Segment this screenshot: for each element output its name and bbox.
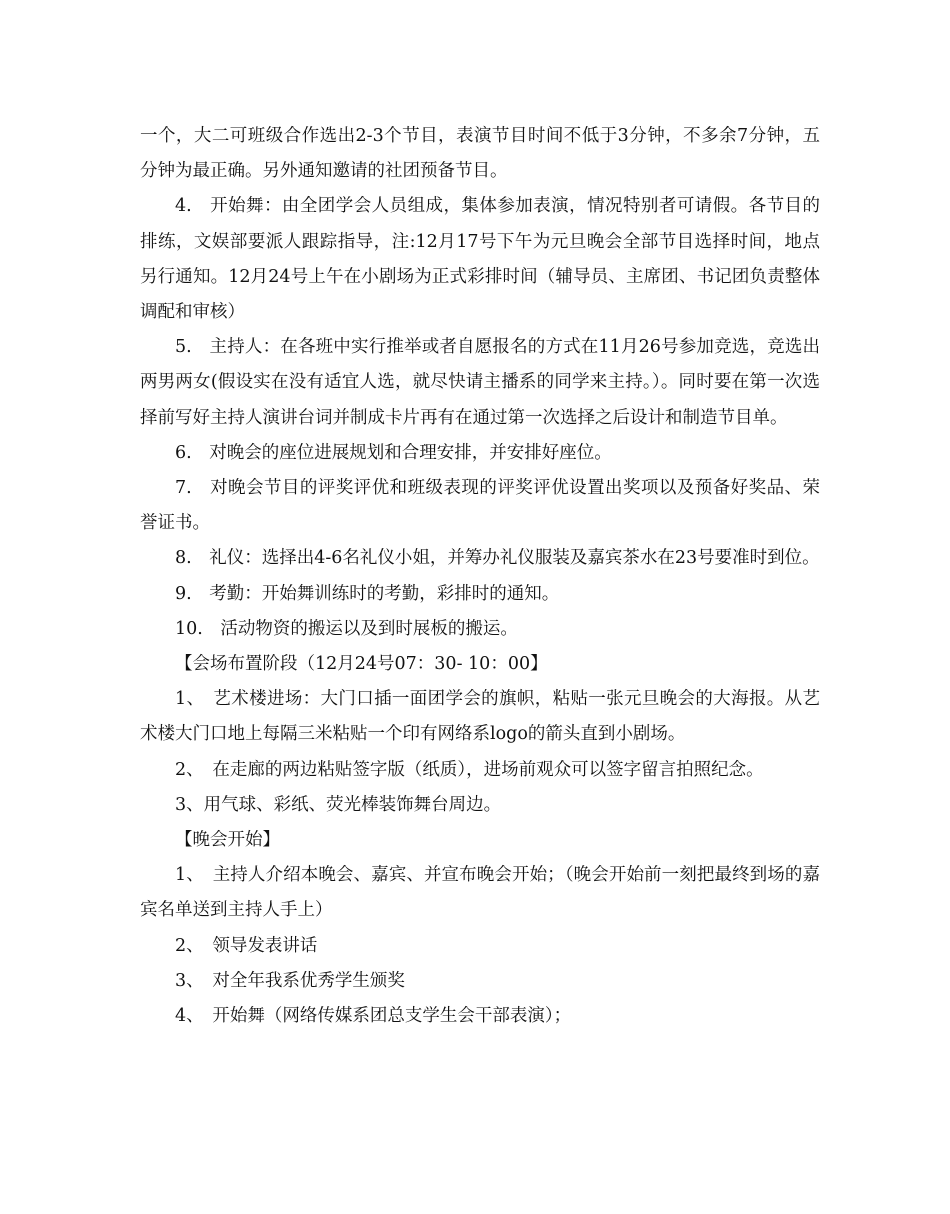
paragraph-item-6-seating: 6. 对晚会的座位进展规划和合理安排，并安排好座位。: [175, 442, 612, 463]
paragraph-item-4-opening-dance: 4. 开始舞：由全团学会人员组成，集体参加表演，情况特别者可请假。各节目的排练，文娱部要派人跟踪指导，注:12月17号下午为元旦晚会全部节目选择时间，地点另行通知。12月24号上午在小剧场为正式彩排时间（辅导员、主席团、书记团负责整体调配和审核）: [140, 196, 820, 323]
paragraph-setup-3-decoration: 3、用气球、彩纸、荧光棒装饰舞台周边。: [175, 794, 502, 815]
paragraph-setup-2-signboard: 2、 在走廊的两边粘贴签字版（纸质），进场前观众可以签字留言拍照纪念。: [175, 759, 764, 780]
paragraph-item-5-host: 5. 主持人：在各班中实行推举或者自愿报名的方式在11月26号参加竞选，竞选出两男两女(假设实在没有适宜人选，就尽快请主播系的同学来主持。）。同时要在第一次选择前写好主持人演讲台词并制成卡片再有在通过第一次选择之后设计和制造节目单。: [140, 337, 820, 428]
paragraph-gala-3-awards: 3、 对全年我系优秀学生颁奖: [175, 970, 405, 991]
paragraph-item-7-awards: 7. 对晚会节目的评奖评优和班级表现的评奖评优设置出奖项以及预备好奖品、荣誉证书。: [140, 478, 820, 534]
paragraph-item-9-attendance: 9. 考勤：开始舞训练时的考勤，彩排时的通知。: [175, 583, 560, 604]
paragraph-item-8-etiquette: 8. 礼仪：选择出4-6名礼仪小姐，并筹办礼仪服装及嘉宾茶水在23号要准时到位。: [175, 548, 820, 569]
paragraph-setup-1-entrance: 1、 艺术楼进场：大门口插一面团学会的旗帜，粘贴一张元旦晚会的大海报。从艺术楼大门口地上每隔三米粘贴一个印有网络系logo的箭头直到小剧场。: [140, 689, 820, 745]
document-body: [140, 119, 820, 1034]
paragraph-gala-4-opening-dance: 4、 开始舞（网络传媒系团总支学生会干部表演）；: [175, 1006, 572, 1027]
paragraph-item-10-materials: 10. 活动物资的搬运以及到时展板的搬运。: [175, 618, 518, 639]
paragraph-gala-1-host-intro: 1、 主持人介绍本晚会、嘉宾、并宣布晚会开始；（晚会开始前一刻把最终到场的嘉宾名单送到主持人手上）: [140, 865, 820, 921]
section-heading-gala-start: 【晚会开始】: [175, 830, 280, 851]
paragraph-continuation: 一个，大二可班级合作选出2-3个节目，表演节目时间不低于3分钟，不多余7分钟，五分钟为最正确。另外通知邀请的社团预备节目。: [140, 126, 820, 182]
section-heading-venue-setup: 【会场布置阶段（12月24号07：30- 10：00】: [175, 654, 548, 675]
paragraph-gala-2-speech: 2、 领导发表讲话: [175, 935, 318, 956]
